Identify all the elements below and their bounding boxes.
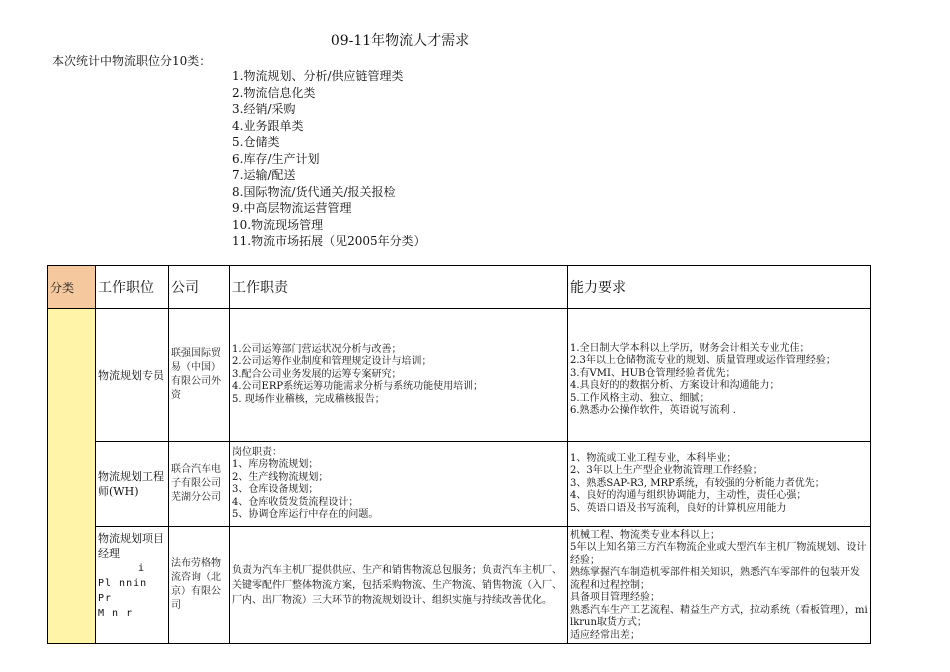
requirement-line: 2、3年以上生产型企业物流管理工作经验； [570,465,763,477]
header-requirements: 能力要求 [568,266,871,309]
duties-cell [230,309,568,442]
duties-cell [230,442,568,527]
requirement-line: 机械工程、物流类专业本科以上； [570,529,720,541]
position-en-line: M n r [98,608,134,619]
position-en-line: Pr [98,593,113,604]
position-cell [96,527,169,644]
category-item: 5.仓储类 [232,135,280,149]
duties-cell: 负责为汽车主机厂提供供应、生产和销售物流总包服务；负责汽车主机厂、关键零配件厂整体物流方案，包括采购物流、生产物流、销售物流（入厂、厂内、出厂物流）三大环节的物流规划设计、组织实施与持续改善优化。 [230,527,568,644]
requirement-line: 5、英语口语及书写流利，良好的计算机应用能力 [570,502,787,514]
duty-line: 4、仓库收货发货流程设计； [232,496,359,508]
table-row [48,309,871,442]
requirements-cell [568,309,871,442]
requirement-line: 3.有VMI、HUB仓管理经验者优先； [570,367,736,379]
position-cell: 物流规划专员 [96,309,169,442]
requirement-line: 3、熟悉SAP-R3, MRP系统，有较强的分析能力者优先； [570,477,825,489]
position-title: 物流规划项目经理 [98,532,164,560]
requirement-line: 2.3年以上仓储物流专业的规划、质量管理或运作管理经验； [570,355,836,366]
requirement-line: 具备项目管理经验； [570,592,660,604]
job-table [47,265,871,644]
position-en-line: i [138,563,146,574]
duty-line: 1、库房物流规划； [232,459,319,470]
requirement-line: 熟练掌握汽车制造机零部件相关知识，熟悉汽车零部件的包装开发流程和过程控制； [570,567,860,591]
page-title: 09-11年物流人才需求 [330,33,470,49]
duty-line: 1.公司运筹部门营运状况分析与改善； [232,343,402,355]
header-company: 公司 [169,266,230,309]
duty-line: 3.配合公司业务发展的运筹专案研究； [232,368,402,380]
table-row [48,442,871,527]
duty-line: 5. 现场作业稽核，完成稽核报告； [232,393,385,405]
requirement-line: 1、物流或工业工程专业，本科毕业； [570,452,737,464]
category-item: 8.国际物流/货代通关/报关报检 [232,184,396,199]
requirement-line: 1.全日制大学本科以上学历，财务会计相关专业尤佳； [570,342,810,354]
table-header-row [48,266,871,309]
requirement-line: 4、良好的沟通与组织协调能力，主动性，责任心强； [570,490,807,502]
requirement-line: 适应经常出差； [570,629,640,641]
requirement-line: 5.工作风格主动、独立、细腻； [570,392,710,404]
category-item: 2.物流信息化类 [232,85,316,100]
header-position: 工作职位 [96,266,169,309]
duty-line: 3、仓库设备规划； [232,484,319,495]
intro-text: 本次统计中物流职位分10类： [52,54,212,68]
company-cell: 联合汽车电子有限公司芜湖分公司 [169,442,230,527]
duty-line: 岗位职责： [232,446,282,458]
category-item: 11.物流市场拓展（见2005年分类） [232,234,426,248]
header-duties: 工作职责 [230,266,568,309]
category-item: 6.库存/生产计划 [232,151,320,166]
category-item: 4.业务跟单类 [232,118,304,133]
position-en-line: Pl nnin [98,578,148,589]
category-cell [48,309,96,644]
requirement-line: 5年以上知名第三方汽车物流企业或大型汽车主机厂物流规划、设计经验； [570,542,867,566]
company-cell: 法布劳格物流咨询（北京）有限公司 [169,527,230,644]
position-cell: 物流规划工程师(WH) [96,442,169,527]
duty-line: 2.公司运筹作业制度和管理规定设计与培训； [232,356,432,368]
category-list [232,68,426,250]
category-item: 1.物流规划、分析/供应链管理类 [232,69,404,83]
requirement-line: 4.具良好的的数据分析、方案设计和沟通能力； [570,380,780,391]
category-item: 10.物流现场管理 [232,217,324,232]
table-row [48,527,871,644]
requirement-line: 熟悉汽车生产工艺流程、精益生产方式，拉动系统（看板管理），milkrun取货方式； [570,604,868,629]
category-item: 9.中高层物流运营管理 [232,201,352,215]
requirement-line: 6.熟悉办公操作软件，英语说写流利 . [570,405,736,416]
duty-line: 4.公司ERP系统运筹功能需求分析与系统功能使用培训； [232,381,484,393]
requirements-cell [568,527,871,644]
header-category: 分类 [48,266,96,309]
company-cell: 联强国际贸易（中国）有限公司外资 [169,309,230,442]
category-item: 7.运输/配送 [232,168,296,182]
category-item: 3.经销/采购 [232,102,296,116]
duty-line: 2、生产线物流规划； [232,471,329,483]
duty-line: 5、协调仓库运行中存在的问题。 [232,509,379,520]
requirements-cell [568,442,871,527]
